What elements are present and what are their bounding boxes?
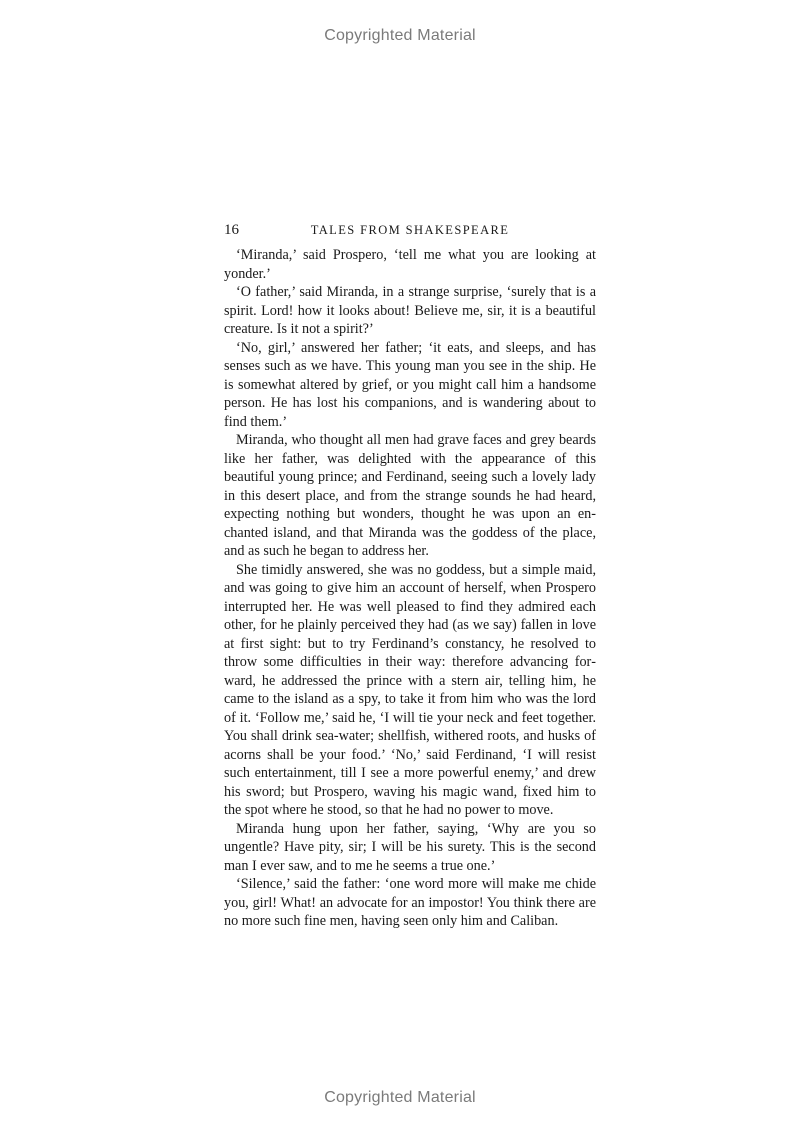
page-number: 16 <box>224 222 239 238</box>
paragraph: ‘Miranda,’ said Prospero, ‘tell me what you are looking at yonder.’ <box>224 247 596 282</box>
paragraph: Miranda hung upon her father, saying, ‘Why are you so ungentle? Have pity, sir; I will be his surety. This is the second man I ever saw, and to me he seems a true one.’ <box>224 820 596 874</box>
paragraph: ‘No, girl,’ answered her father; ‘it eats, and sleeps, and has senses such as we have. This young man you see in the ship. He is somewhat altered by grief, or you might call him a handsome person. He has lost his companions, and is wandering about to find them.’ <box>224 339 596 430</box>
copyright-watermark-top: Copyrighted Material <box>324 27 476 44</box>
copyright-watermark-bottom: Copyrighted Material <box>324 1089 476 1106</box>
running-head <box>224 222 596 242</box>
paragraph: ‘Silence,’ said the father: ‘one word more will make me chide you, girl! What! an advocate for an impostor! You think there are no more such fine men, having seen only him and Caliban. <box>224 876 596 929</box>
paragraph: Miranda, who thought all men had grave faces and grey beards like her father, was delighted with the appearance of this beautiful young prince; and Ferdinand, seeing such a lovely lady in this desert place, and from the strange sounds he had heard, expecting nothing but wonders, thought he was upon an enchanted island, and that Miranda was the goddess of the place, and as such he began to address her. <box>224 432 596 559</box>
paragraph: She timidly answered, she was no goddess, but a simple maid, and was going to give him an account of herself, when Prospero interrupted her. He was well pleased to find they admired each other, for he plainly perceived they had (as we say) fallen in love at first sight: but to try Ferdinand’s constancy, he resolved to throw some difficulties in their way: therefore advancing forward, he addressed the prince with a stern air, telling him, he came to the island as a spy, to take it from him who was the lord of it. ‘Follow me,’ said he, ‘I will tie your neck and feet together. You shall drink sea-water; shellfish, withered roots, and husks of acorns shall be your food.’ ‘No,’ said Ferdinand, ‘I will resist such entertainment, till I see a more powerful enemy,’ and drew his sword; but Prospero, waving his magic wand, fixed him to the spot where he stood, so that he had no power to move. <box>224 561 596 818</box>
body-text <box>224 246 596 931</box>
paragraph: ‘O father,’ said Miranda, in a strange surprise, ‘surely that is a spirit. Lord! how it looks about! Believe me, sir, it is a beautiful creature. Is it not a spirit?’ <box>224 284 596 337</box>
running-head-title: TALES FROM SHAKESPEARE <box>310 223 510 237</box>
